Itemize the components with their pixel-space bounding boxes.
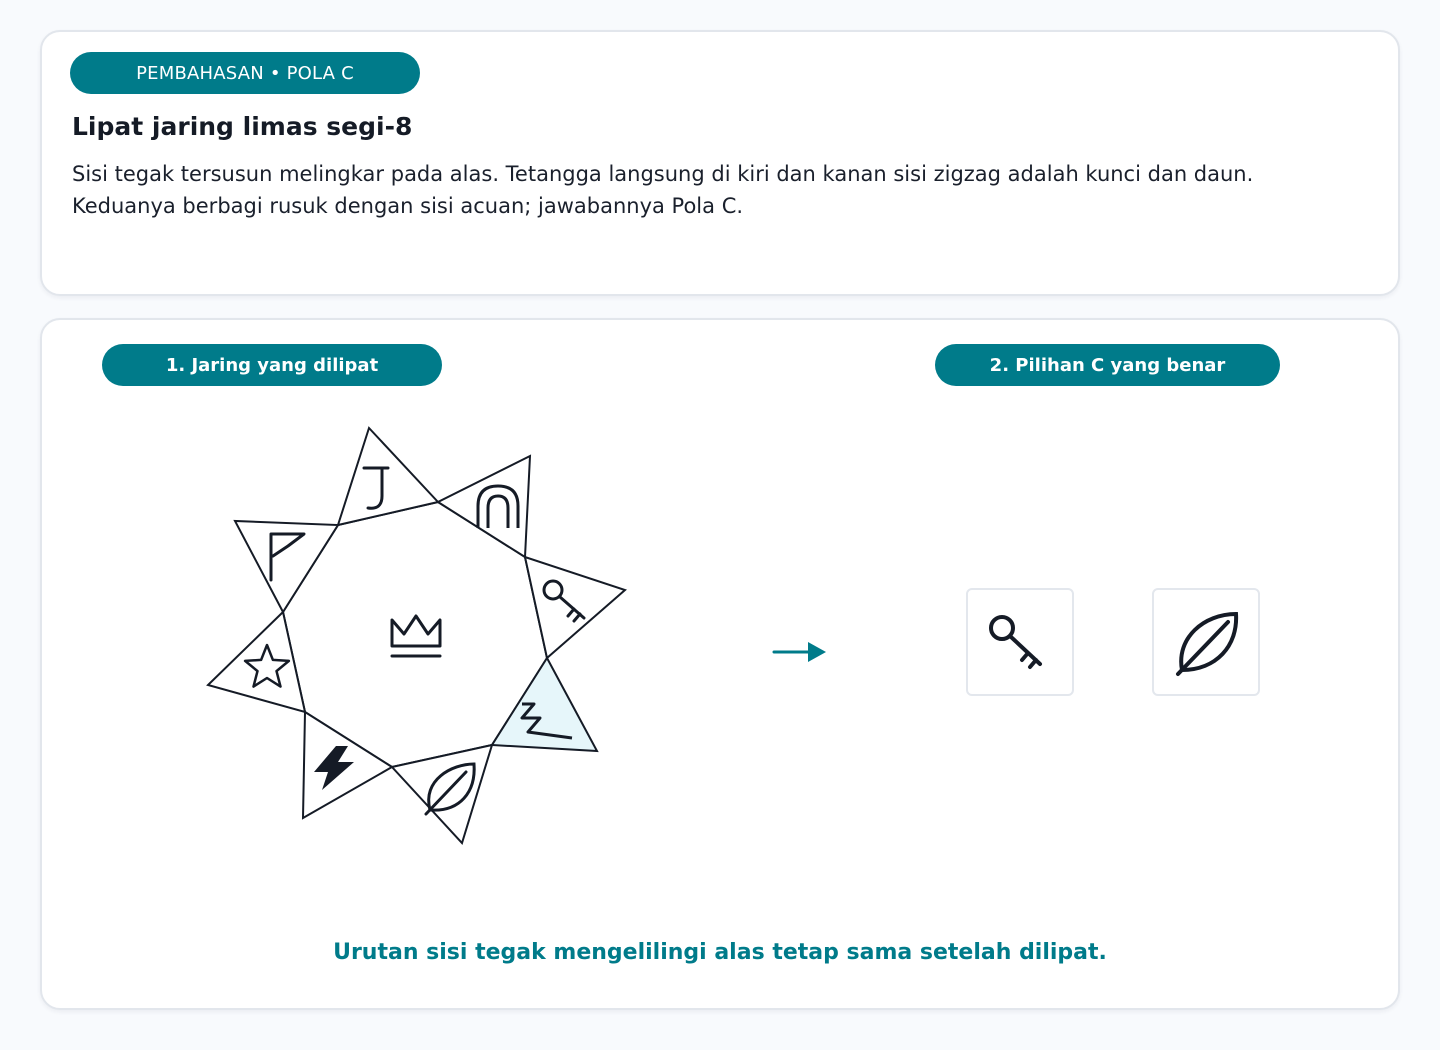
step-1-label: 1. Jaring yang dilipat	[102, 344, 442, 386]
section-badge: PEMBAHASAN • POLA C	[70, 52, 420, 94]
key-icon	[980, 602, 1060, 682]
caption-text: Urutan sisi tegak mengelilingi alas tetap sama setelah dilipat.	[333, 940, 1107, 965]
answer-tile-leaf	[1152, 588, 1260, 696]
leaf-icon	[1166, 602, 1246, 682]
step-2-label: 2. Pilihan C yang benar	[935, 344, 1280, 386]
arrow-right-icon	[772, 638, 828, 666]
explanation-text: Sisi tegak tersusun melingkar pada alas. Tetangga langsung di kiri dan kanan sisi zigzag adalah kunci dan daun. Keduanya berbagi rusuk dengan sisi acuan; jawabannya Pola C.	[72, 162, 1254, 218]
answer-tile-key	[966, 588, 1074, 696]
page-title: Lipat jaring limas segi-8	[72, 112, 413, 141]
explanation-card	[40, 30, 1400, 296]
illustration-card	[40, 318, 1400, 1010]
pyramid-net	[202, 424, 632, 854]
